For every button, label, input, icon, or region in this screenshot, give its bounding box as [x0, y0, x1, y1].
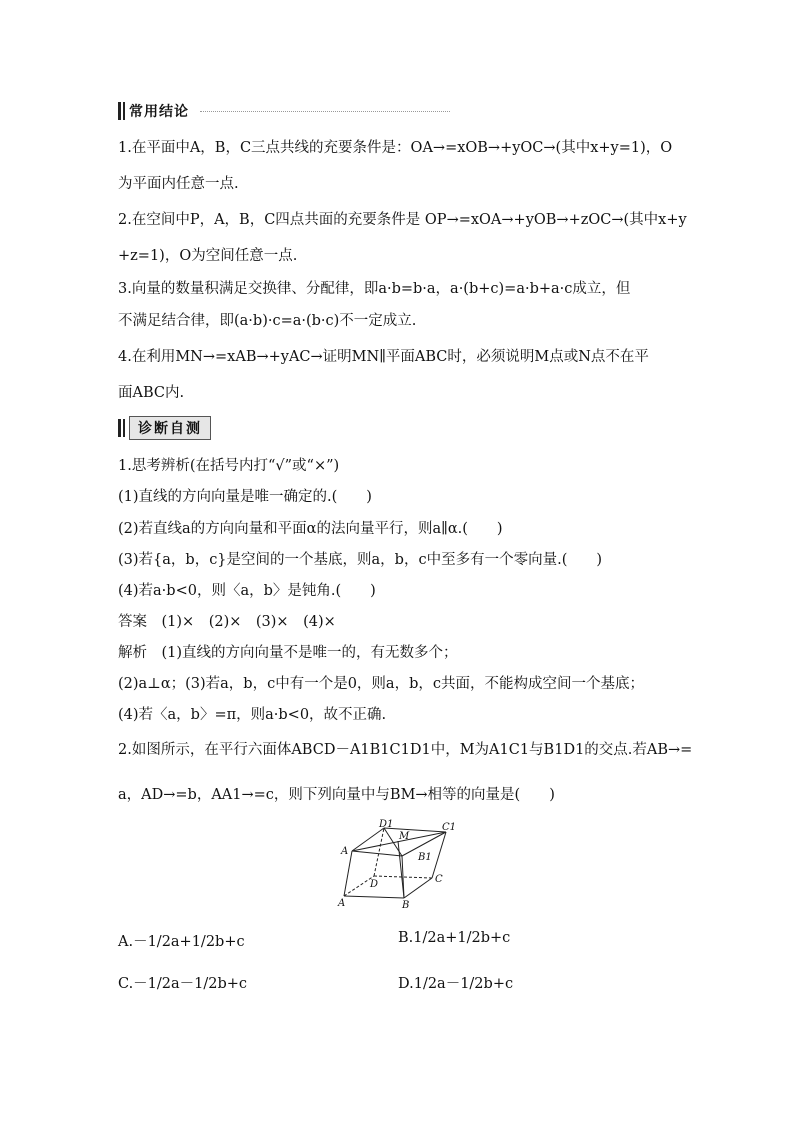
label-D1: D1 — [379, 819, 394, 830]
section-header-diagnosis — [118, 417, 211, 439]
section-title: 诊断自测 — [129, 416, 211, 440]
label-C: C — [435, 874, 443, 885]
analysis-line: (4)若〈a，b〉=π，则a·b<0，故不正确. — [118, 707, 387, 723]
text-line: a，AD→=b，AA1→=c，则下列向量中与BM→相等的向量是( ) — [118, 787, 555, 803]
label-A: A — [338, 898, 346, 909]
text-line: 面ABC内. — [118, 385, 185, 401]
dotted-divider — [200, 111, 450, 112]
text-line: 4.在利用MN→=xAB→+yAC→证明MN∥平面ABC时，必须说明M点或N点不在平 — [118, 349, 649, 365]
section-title: 常用结论 — [129, 104, 189, 120]
text-line: (3)若{a，b，c}是空间的一个基底，则a，b，c中至多有一个零向量.( ) — [118, 552, 603, 568]
option-d[interactable]: D.1/2a－1/2b+c — [398, 976, 514, 992]
text-line: (2)若直线a的方向向量和平面α的法向量平行，则a∥α.( ) — [118, 521, 503, 537]
label-M: M — [399, 831, 410, 842]
label-B: B — [402, 900, 410, 910]
option-b[interactable]: B.1/2a+1/2b+c — [398, 930, 511, 946]
label-D: D — [370, 879, 379, 890]
text-line: 1.在平面中A，B，C三点共线的充要条件是：OA→=xOB→+yOC→(其中x+y=1)，O — [118, 140, 673, 156]
header-bar-icon — [123, 102, 125, 120]
text-line: 2.在空间中P，A，B，C四点共面的充要条件是 OP→=xOA→+yOB→+zOC→(其中x+y — [118, 212, 687, 228]
text-line: (1)直线的方向向量是唯一确定的.( ) — [118, 489, 372, 505]
option-c[interactable]: C.－1/2a－1/2b+c — [118, 976, 248, 992]
text-line: 1.思考辨析(在括号内打“√”或“×”) — [118, 458, 340, 474]
text-line: 2.如图所示，在平行六面体ABCD－A1B1C1D1中，M为A1C1与B1D1的交点.若AB→= — [118, 742, 693, 758]
label-B1: B1 — [418, 852, 432, 863]
parallelepiped-figure — [334, 818, 464, 910]
label-C1: C1 — [442, 822, 457, 833]
analysis-line: (2)a⊥α；(3)若a，b，c中有一个是0，则a，b，c共面，不能构成空间一个基底； — [118, 676, 644, 692]
header-bar-icon — [118, 102, 121, 120]
option-a[interactable]: A.－1/2a+1/2b+c — [118, 934, 245, 950]
analysis-line: 解析 (1)直线的方向向量不是唯一的，有无数多个； — [118, 645, 458, 661]
answer-line: 答案 (1)× (2)× (3)× (4)× — [118, 614, 336, 630]
section-header-conclusions — [118, 100, 189, 122]
label-A1: A — [341, 846, 349, 857]
text-line: +z=1)，O为空间任意一点. — [118, 248, 298, 264]
header-bar-icon — [118, 419, 121, 437]
text-line: (4)若a·b<0，则〈a，b〉是钝角.( ) — [118, 583, 376, 599]
text-line: 为平面内任意一点. — [118, 176, 239, 192]
header-bar-icon — [123, 419, 125, 437]
text-line: 3.向量的数量积满足交换律、分配律，即a·b=b·a，a·(b+c)=a·b+a·c成立，但 — [118, 281, 631, 297]
text-line: 不满足结合律，即(a·b)·c=a·(b·c)不一定成立. — [118, 313, 417, 329]
